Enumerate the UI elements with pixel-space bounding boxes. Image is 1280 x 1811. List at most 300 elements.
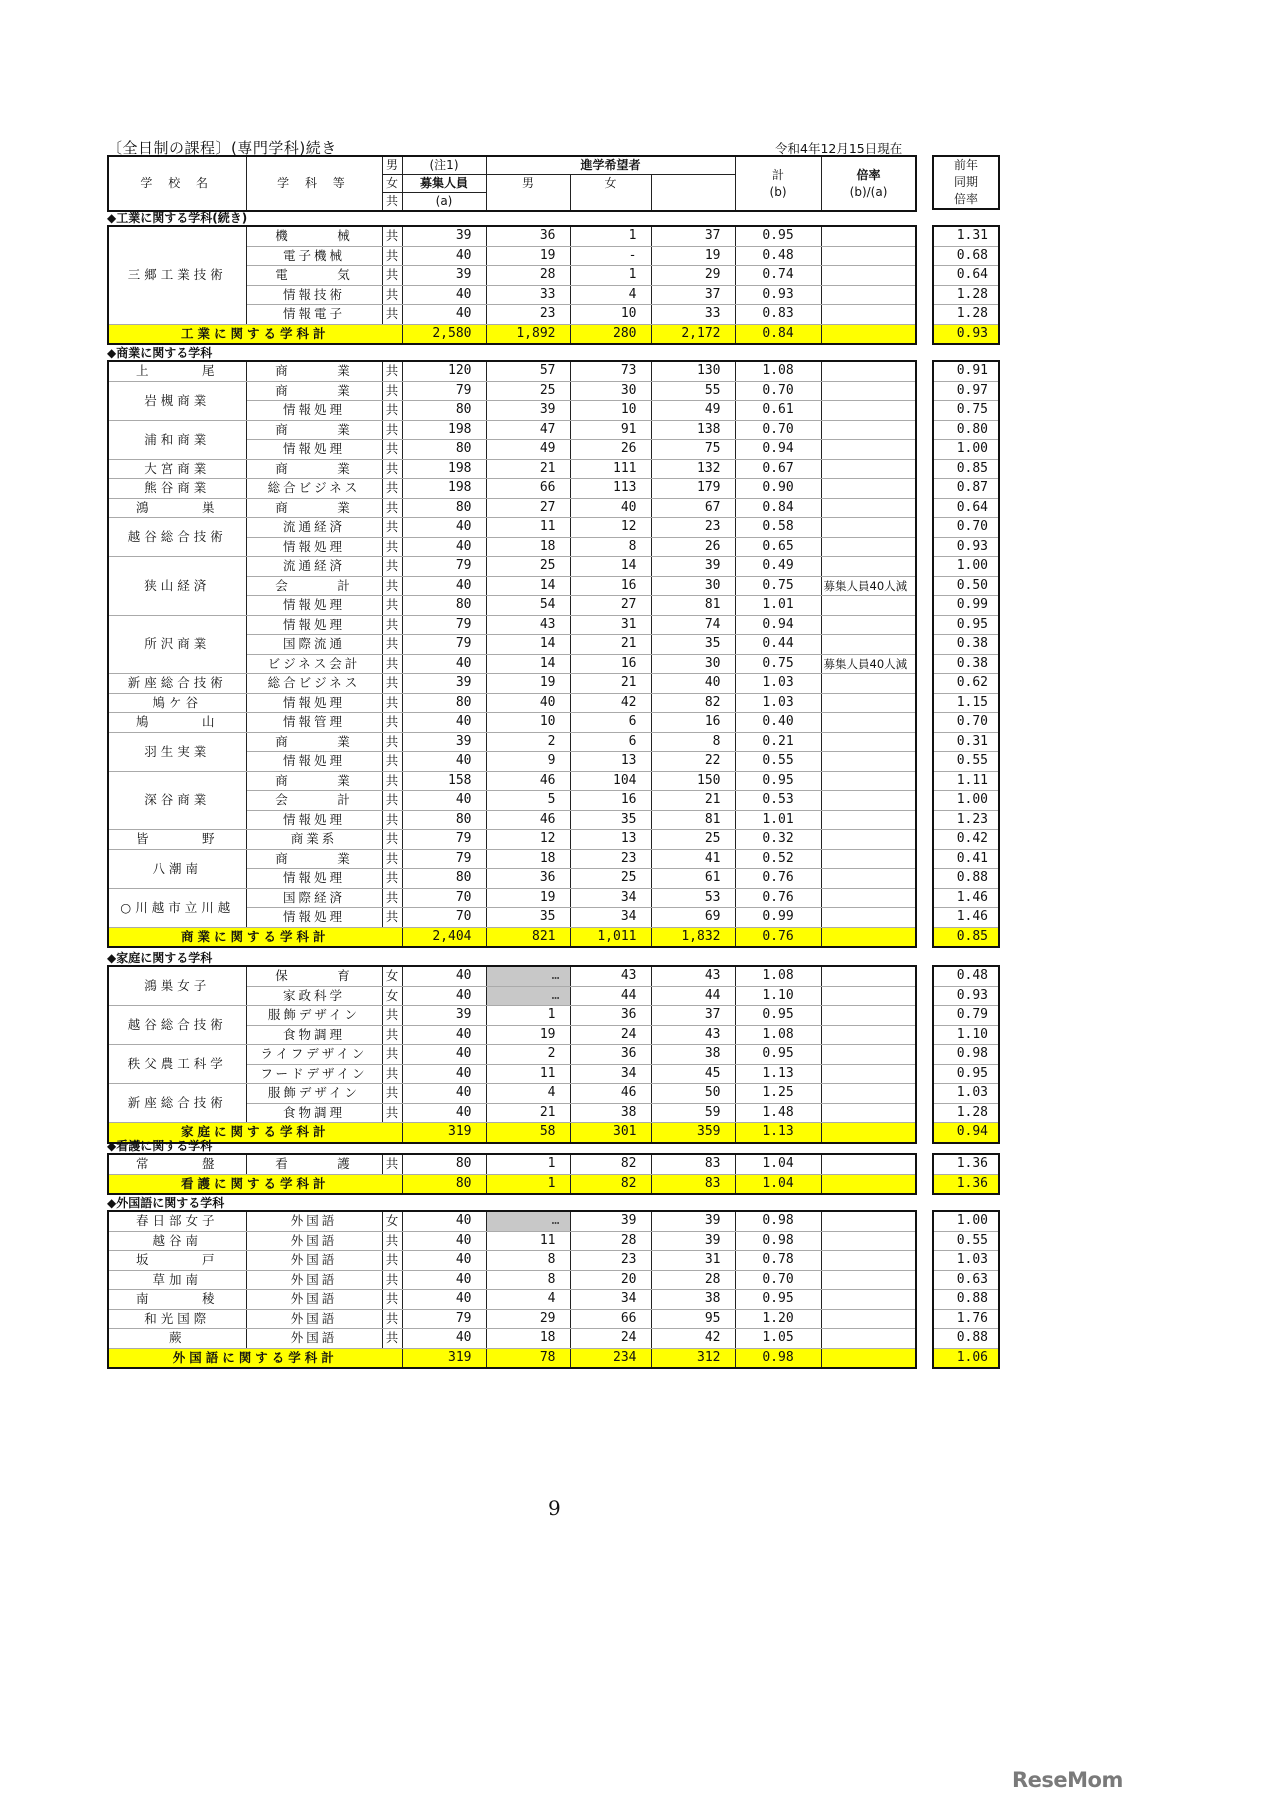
female-applicants: 44: [570, 986, 651, 1006]
recruit-count: 80: [402, 1154, 486, 1174]
school-name: 浦和商業: [108, 420, 246, 459]
prev-year-row: [933, 771, 999, 791]
recruit-count: 39: [402, 674, 486, 694]
recruit-count: 80: [402, 401, 486, 421]
school-name: 秩父農工科学: [108, 1045, 246, 1084]
total-applicants: 82: [651, 693, 735, 713]
male-applicants: 57: [486, 361, 570, 381]
total-label: 家庭に関する学科計: [108, 1123, 402, 1143]
recruit-count: 79: [402, 830, 486, 850]
total-applicants: 31: [651, 1251, 735, 1271]
recruit-count: 40: [402, 1103, 486, 1123]
gender-type: 共: [382, 518, 402, 538]
male-applicants: 14: [486, 576, 570, 596]
prev-year-row: [933, 596, 999, 616]
total-applicants: 130: [651, 361, 735, 381]
table-row: [108, 420, 916, 440]
department: 外国語: [246, 1270, 382, 1290]
female-applicants: 36: [570, 1045, 651, 1065]
remarks: [821, 1103, 916, 1123]
prev-year-ratio: 1.28: [933, 285, 999, 305]
ratio: 0.67: [735, 459, 821, 479]
prev-year-row: [933, 537, 999, 557]
prev-year-ratio: 0.88: [933, 1329, 999, 1349]
ratio: 1.08: [735, 1025, 821, 1045]
female-applicants: 1: [570, 266, 651, 286]
department: 家政科学: [246, 986, 382, 1006]
prev-year-ratio: 0.79: [933, 1006, 999, 1026]
gender-type: 共: [382, 908, 402, 928]
female-applicants: 27: [570, 596, 651, 616]
recruit-count: 40: [402, 752, 486, 772]
total-applicants: 59: [651, 1103, 735, 1123]
department: 商業系: [246, 830, 382, 850]
total-male: 1: [486, 1174, 570, 1194]
school-name: 春日部女子: [108, 1211, 246, 1231]
school-name: 蕨: [108, 1329, 246, 1349]
total-total: 1,832: [651, 927, 735, 947]
remarks: 募集人員40人減: [821, 576, 916, 596]
department: 商 業: [246, 771, 382, 791]
department: 総合ビジネス: [246, 674, 382, 694]
recruit-count: 80: [402, 693, 486, 713]
prev-year-ratio: 1.00: [933, 1211, 999, 1231]
total-applicants: 53: [651, 888, 735, 908]
prev-year-row: [933, 246, 999, 266]
female-applicants: 113: [570, 479, 651, 499]
gender-type: 共: [382, 1025, 402, 1045]
ratio: 0.53: [735, 791, 821, 811]
female-applicants: 21: [570, 635, 651, 655]
department: 情報処理: [246, 440, 382, 460]
total-label: 看護に関する学科計: [108, 1174, 402, 1194]
prev-year-row: [933, 440, 999, 460]
section-label: ◆外国語に関する学科: [107, 1196, 225, 1210]
gender-type: 共: [382, 1064, 402, 1084]
total-applicants: 95: [651, 1309, 735, 1329]
gender-type: 女: [382, 1211, 402, 1231]
total-remarks: [821, 1348, 916, 1368]
female-applicants: -: [570, 246, 651, 266]
male-applicants: 36: [486, 869, 570, 889]
gender-type: 共: [382, 869, 402, 889]
total-applicants: 44: [651, 986, 735, 1006]
remarks: [821, 635, 916, 655]
section-table: [107, 225, 917, 345]
table-row: [108, 615, 916, 635]
ratio: 0.93: [735, 285, 821, 305]
gender-type: 共: [382, 459, 402, 479]
recruit-count: 198: [402, 479, 486, 499]
gender-type: 共: [382, 226, 402, 246]
prev-year-total: 1.06: [933, 1348, 999, 1368]
header-ratio-sub: (b)/(a): [849, 184, 888, 199]
prev-year-row: [933, 1231, 999, 1251]
gender-type: 共: [382, 305, 402, 325]
prev-year-ratio: 1.03: [933, 1084, 999, 1104]
department: 外国語: [246, 1290, 382, 1310]
gender-type: 共: [382, 401, 402, 421]
recruit-count: 70: [402, 908, 486, 928]
ratio: 0.76: [735, 888, 821, 908]
female-applicants: 12: [570, 518, 651, 538]
remarks: [821, 674, 916, 694]
page-number: 9: [548, 1496, 561, 1520]
table-row: [108, 1211, 916, 1231]
prev-year-row: [933, 674, 999, 694]
gender-type: 共: [382, 576, 402, 596]
table-row: [108, 849, 916, 869]
prev-year-row: [933, 1045, 999, 1065]
total-applicants: 26: [651, 537, 735, 557]
recruit-count: 40: [402, 791, 486, 811]
ratio: 1.01: [735, 810, 821, 830]
prev-year-row: [933, 888, 999, 908]
table-row: [108, 1270, 916, 1290]
total-applicants: 39: [651, 1231, 735, 1251]
male-applicants: 19: [486, 674, 570, 694]
remarks: [821, 557, 916, 577]
ratio: 1.13: [735, 1064, 821, 1084]
female-applicants: 26: [570, 440, 651, 460]
table-row: [108, 1154, 916, 1174]
recruit-count: 40: [402, 285, 486, 305]
total-ratio: 1.04: [735, 1174, 821, 1194]
prev-year-ratio: 0.88: [933, 869, 999, 889]
female-applicants: 38: [570, 1103, 651, 1123]
prev-year-row: [933, 986, 999, 1006]
prev-year-row: [933, 635, 999, 655]
prev-year-ratio: 1.36: [933, 1154, 999, 1174]
department: 商 業: [246, 381, 382, 401]
prev-year-ratio: 0.41: [933, 849, 999, 869]
prev-year-table: [932, 360, 1000, 948]
total-applicants: 41: [651, 849, 735, 869]
recruit-count: 40: [402, 1329, 486, 1349]
prev-year-ratio: 1.23: [933, 810, 999, 830]
prev-header-2: 同期: [953, 175, 978, 189]
prev-year-ratio: 0.55: [933, 752, 999, 772]
section-label: ◆看護に関する学科: [107, 1139, 213, 1153]
header-ratio-cell: [821, 156, 916, 211]
department: 会 計: [246, 791, 382, 811]
department: 会 計: [246, 576, 382, 596]
recruit-count: 198: [402, 420, 486, 440]
ratio: 0.94: [735, 615, 821, 635]
prev-year-ratio: 0.97: [933, 381, 999, 401]
female-applicants: 23: [570, 1251, 651, 1271]
school-name: 鳩 山: [108, 713, 246, 733]
male-applicants: 1: [486, 1154, 570, 1174]
school-name: 羽生実業: [108, 732, 246, 771]
table-header: [107, 155, 917, 212]
total-ratio: 1.13: [735, 1123, 821, 1143]
header-recruit: 募集人員: [402, 175, 486, 193]
header-recruit-sub: (a): [402, 193, 486, 212]
total-applicants: 29: [651, 266, 735, 286]
header-school: 学 校 名: [108, 156, 246, 211]
female-applicants: 104: [570, 771, 651, 791]
recruit-count: 80: [402, 498, 486, 518]
ratio: 0.65: [735, 537, 821, 557]
male-applicants: 11: [486, 1231, 570, 1251]
school-name: 越谷総合技術: [108, 518, 246, 557]
table-row: [108, 498, 916, 518]
gender-type: 共: [382, 732, 402, 752]
department: 外国語: [246, 1309, 382, 1329]
department: 保 育: [246, 966, 382, 986]
gender-type: 共: [382, 1329, 402, 1349]
gender-type: 共: [382, 1270, 402, 1290]
remarks: [821, 1309, 916, 1329]
total-male: 1,892: [486, 324, 570, 344]
prev-year-row: [933, 908, 999, 928]
department: 情報処理: [246, 537, 382, 557]
male-applicants: 11: [486, 1064, 570, 1084]
prev-year-total-row: [933, 324, 999, 344]
female-applicants: 24: [570, 1329, 651, 1349]
table-row: [108, 1290, 916, 1310]
prev-year-row: [933, 654, 999, 674]
remarks: [821, 459, 916, 479]
male-applicants: …: [486, 966, 570, 986]
prev-year-total: 0.93: [933, 324, 999, 344]
department: 総合ビジネス: [246, 479, 382, 499]
prev-header-1: 前年: [953, 158, 978, 172]
header-dept: 学 科 等: [246, 156, 382, 211]
prev-year-row: [933, 713, 999, 733]
recruit-count: 40: [402, 576, 486, 596]
male-applicants: 25: [486, 557, 570, 577]
prev-year-row: [933, 420, 999, 440]
female-applicants: 30: [570, 381, 651, 401]
department: 外国語: [246, 1211, 382, 1231]
remarks: [821, 752, 916, 772]
prev-year-ratio: 0.70: [933, 518, 999, 538]
female-applicants: 34: [570, 908, 651, 928]
ratio: 0.61: [735, 401, 821, 421]
total-applicants: 43: [651, 1025, 735, 1045]
male-applicants: 21: [486, 459, 570, 479]
recruit-count: 40: [402, 1251, 486, 1271]
department: 情報処理: [246, 752, 382, 772]
total-applicants: 21: [651, 791, 735, 811]
female-applicants: 36: [570, 1006, 651, 1026]
prev-year-ratio: 1.11: [933, 771, 999, 791]
male-applicants: 35: [486, 908, 570, 928]
prev-year-ratio: 0.87: [933, 479, 999, 499]
male-applicants: 46: [486, 771, 570, 791]
prev-year-row: [933, 849, 999, 869]
department: 情報処理: [246, 810, 382, 830]
prev-year-ratio: 0.85: [933, 459, 999, 479]
remarks: 募集人員40人減: [821, 654, 916, 674]
recruit-count: 40: [402, 986, 486, 1006]
gender-type: 共: [382, 1045, 402, 1065]
department: 商 業: [246, 361, 382, 381]
gender-type: 共: [382, 888, 402, 908]
male-applicants: 18: [486, 849, 570, 869]
school-name: 狭山経済: [108, 557, 246, 616]
section-table: [107, 1153, 917, 1195]
male-applicants: 18: [486, 1329, 570, 1349]
table-row: [108, 830, 916, 850]
total-applicants: 75: [651, 440, 735, 460]
male-applicants: 19: [486, 246, 570, 266]
remarks: [821, 305, 916, 325]
prev-year-ratio: 0.31: [933, 732, 999, 752]
department: 商 業: [246, 459, 382, 479]
prev-year-table: [932, 225, 1000, 345]
prev-year-row: [933, 693, 999, 713]
ratio: 0.70: [735, 1270, 821, 1290]
remarks: [821, 810, 916, 830]
section-total-row: [108, 1174, 916, 1194]
ratio: 0.95: [735, 226, 821, 246]
prev-year-row: [933, 576, 999, 596]
prev-year-row: [933, 479, 999, 499]
remarks: [821, 498, 916, 518]
prev-year-row: [933, 1211, 999, 1231]
prev-year-total-row: [933, 1348, 999, 1368]
prev-year-row: [933, 381, 999, 401]
gender-type: 共: [382, 1084, 402, 1104]
male-applicants: 2: [486, 1045, 570, 1065]
table-row: [108, 1045, 916, 1065]
remarks: [821, 361, 916, 381]
total-applicants: 40: [651, 674, 735, 694]
prev-year-ratio: 0.95: [933, 615, 999, 635]
prev-year-ratio: 1.15: [933, 693, 999, 713]
total-male: 78: [486, 1348, 570, 1368]
recruit-count: 158: [402, 771, 486, 791]
male-applicants: 43: [486, 615, 570, 635]
department: 食物調理: [246, 1025, 382, 1045]
remarks: [821, 537, 916, 557]
male-applicants: 21: [486, 1103, 570, 1123]
department: 服飾デザイン: [246, 1084, 382, 1104]
remarks: [821, 849, 916, 869]
school-name: 鴻巣女子: [108, 966, 246, 1006]
prev-year-total: 0.85: [933, 927, 999, 947]
total-applicants: 69: [651, 908, 735, 928]
total-female: 1,011: [570, 927, 651, 947]
male-applicants: 23: [486, 305, 570, 325]
total-male: 58: [486, 1123, 570, 1143]
header-total: 計: [772, 167, 785, 182]
remarks: [821, 713, 916, 733]
table-row: [108, 888, 916, 908]
ratio: 0.21: [735, 732, 821, 752]
ratio: 0.98: [735, 1231, 821, 1251]
prev-year-row: [933, 1025, 999, 1045]
department: 商 業: [246, 420, 382, 440]
header-male: 男: [486, 175, 570, 212]
ratio: 0.78: [735, 1251, 821, 1271]
department: 情報処理: [246, 596, 382, 616]
female-applicants: 34: [570, 1290, 651, 1310]
department: 外国語: [246, 1251, 382, 1271]
female-applicants: 4: [570, 285, 651, 305]
male-applicants: 4: [486, 1084, 570, 1104]
total-total: 312: [651, 1348, 735, 1368]
school-name: 八潮南: [108, 849, 246, 888]
male-applicants: 29: [486, 1309, 570, 1329]
gender-type: 共: [382, 420, 402, 440]
recruit-count: 40: [402, 305, 486, 325]
female-applicants: 21: [570, 674, 651, 694]
female-applicants: 91: [570, 420, 651, 440]
total-applicants: 138: [651, 420, 735, 440]
table-row: [108, 557, 916, 577]
school-name: 和光国際: [108, 1309, 246, 1329]
school-name: 上 尾: [108, 361, 246, 381]
male-applicants: …: [486, 986, 570, 1006]
remarks: [821, 1025, 916, 1045]
recruit-count: 79: [402, 557, 486, 577]
prev-year-table: [932, 965, 1000, 1144]
prev-year-ratio: 0.64: [933, 266, 999, 286]
remarks: [821, 1006, 916, 1026]
female-applicants: 66: [570, 1309, 651, 1329]
header-applicants: 進学希望者: [486, 156, 735, 175]
total-applicants: 61: [651, 869, 735, 889]
prev-year-ratio: 0.62: [933, 674, 999, 694]
school-name: 鴻 巣: [108, 498, 246, 518]
total-female: 280: [570, 324, 651, 344]
gender-type: 共: [382, 1309, 402, 1329]
header-female: 女: [570, 175, 651, 212]
remarks: [821, 791, 916, 811]
department: 流通経済: [246, 557, 382, 577]
male-applicants: 36: [486, 226, 570, 246]
table-row: [108, 361, 916, 381]
prev-year-ratio: 1.28: [933, 305, 999, 325]
gender-type: 共: [382, 810, 402, 830]
total-applicants: 179: [651, 479, 735, 499]
ratio: 0.95: [735, 1006, 821, 1026]
gender-type: 共: [382, 246, 402, 266]
total-total: 83: [651, 1174, 735, 1194]
gender-type: 共: [382, 440, 402, 460]
gender-type: 共: [382, 1006, 402, 1026]
department: 看 護: [246, 1154, 382, 1174]
table-row: [108, 518, 916, 538]
section-total-row: [108, 927, 916, 947]
header-total-cell: [735, 156, 821, 211]
school-name: 所沢商業: [108, 615, 246, 674]
total-applicants: 38: [651, 1290, 735, 1310]
total-applicants: 45: [651, 1064, 735, 1084]
total-applicants: 33: [651, 305, 735, 325]
prev-year-row: [933, 285, 999, 305]
male-applicants: …: [486, 1211, 570, 1231]
total-applicants: 19: [651, 246, 735, 266]
total-female: 301: [570, 1123, 651, 1143]
gender-type: 女: [382, 986, 402, 1006]
total-applicants: 42: [651, 1329, 735, 1349]
prev-year-row: [933, 1329, 999, 1349]
total-female: 234: [570, 1348, 651, 1368]
prev-year-row: [933, 459, 999, 479]
remarks: [821, 1064, 916, 1084]
department: 情報処理: [246, 908, 382, 928]
female-applicants: 73: [570, 361, 651, 381]
ratio: 1.04: [735, 1154, 821, 1174]
prev-year-ratio: 1.46: [933, 888, 999, 908]
male-applicants: 27: [486, 498, 570, 518]
female-applicants: 82: [570, 1154, 651, 1174]
